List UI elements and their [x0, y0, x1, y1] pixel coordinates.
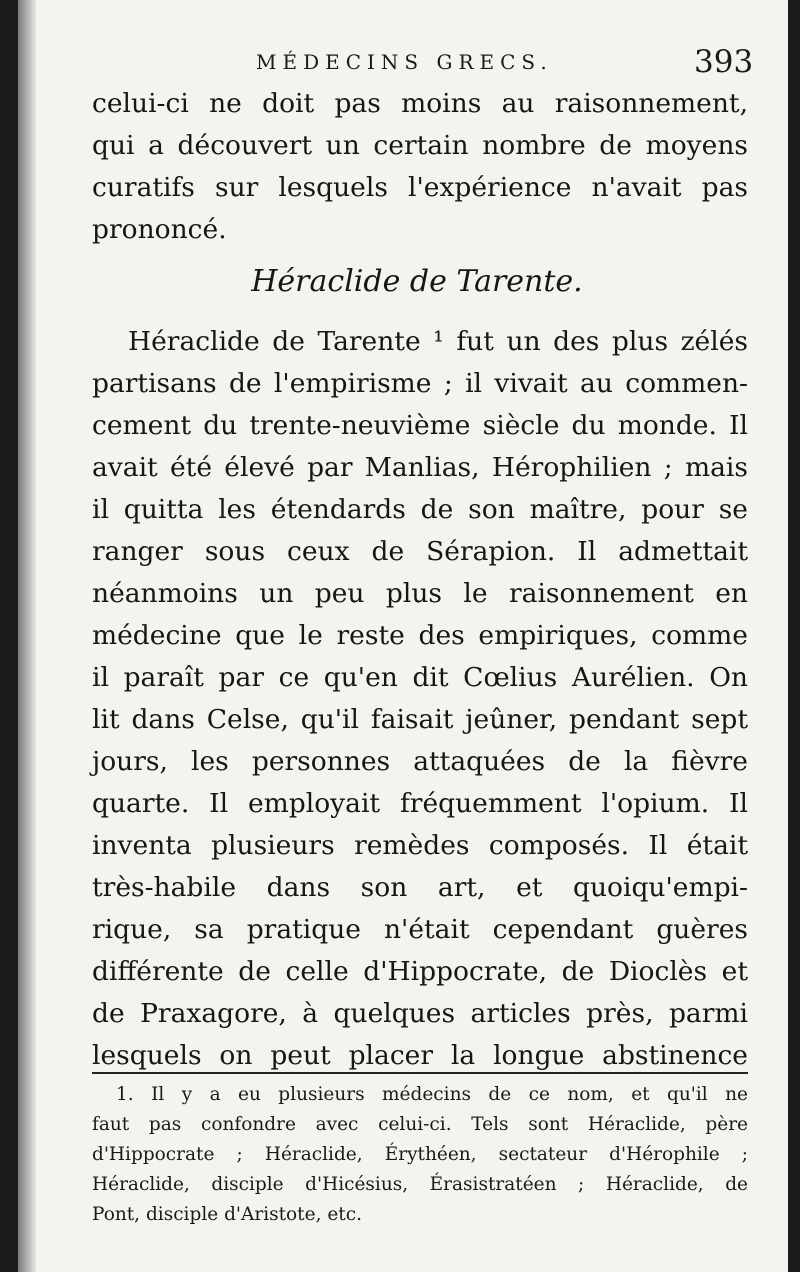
text-line: partisans de l'empirisme ; il vivait au commen-: [92, 368, 748, 399]
text-line: Héraclide de Tarente ¹ fut un des plus zélés: [128, 326, 748, 357]
footnote-line: faut pas confondre avec celui-ci. Tels sont Héraclide, père: [92, 1114, 748, 1135]
footnote-line: d'Hippocrate ; Héraclide, Érythéen, sectateur d'Hérophile ;: [92, 1144, 748, 1165]
text-line: cement du trente-neuvième siècle du monde. Il: [92, 410, 748, 441]
text-line: ranger sous ceux de Sérapion. Il admettait: [92, 536, 748, 567]
text-line: il quitta les étendards de son maître, pour se: [92, 494, 748, 525]
text-line: jours, les personnes attaquées de la fièvre: [92, 746, 748, 777]
section-heading: Héraclide de Tarente.: [251, 264, 583, 299]
text-line: lit dans Celse, qu'il faisait jeûner, pendant sept: [92, 704, 748, 735]
running-head: [18, 44, 788, 84]
text-line: néanmoins un peu plus le raisonnement en: [92, 578, 748, 609]
footnote-line: Héraclide, disciple d'Hicésius, Érasistratéen ; Héraclide, de: [92, 1174, 748, 1195]
text-line: médecine que le reste des empiriques, comme: [92, 620, 748, 651]
footnote-line: 1. Il y a eu plusieurs médecins de ce nom, et qu'il ne: [116, 1084, 748, 1105]
text-line: avait été élevé par Manlias, Hérophilien ; mais: [92, 452, 748, 483]
text-line: lesquels on peut placer la longue abstinence: [92, 1040, 748, 1071]
text-line: différente de celle d'Hippocrate, de Dioclès et: [92, 956, 748, 987]
page-number: 393: [694, 44, 754, 80]
text-line: quarte. Il employait fréquemment l'opium. Il: [92, 788, 748, 819]
text-line: très-habile dans son art, et quoiqu'empi-: [92, 872, 748, 903]
text-line: inventa plusieurs remèdes composés. Il était: [92, 830, 748, 861]
page-gutter-shadow: [18, 0, 36, 1272]
footnote-divider: [92, 1072, 748, 1074]
text-line: il paraît par ce qu'en dit Cœlius Aurélien. On: [92, 662, 748, 693]
text-line: rique, sa pratique n'était cependant guères: [92, 914, 748, 945]
book-page: [18, 0, 788, 1272]
text-line: prononcé.: [92, 214, 227, 245]
text-line: qui a découvert un certain nombre de moyens: [92, 130, 748, 161]
text-line: curatifs sur lesquels l'expérience n'avait pas: [92, 172, 748, 203]
text-line: de Praxagore, à quelques articles près, parmi: [92, 998, 748, 1029]
footnote-line: Pont, disciple d'Aristote, etc.: [92, 1204, 362, 1225]
text-line: celui-ci ne doit pas moins au raisonnement,: [92, 88, 748, 119]
running-title: MÉDECINS GRECS.: [256, 50, 553, 74]
